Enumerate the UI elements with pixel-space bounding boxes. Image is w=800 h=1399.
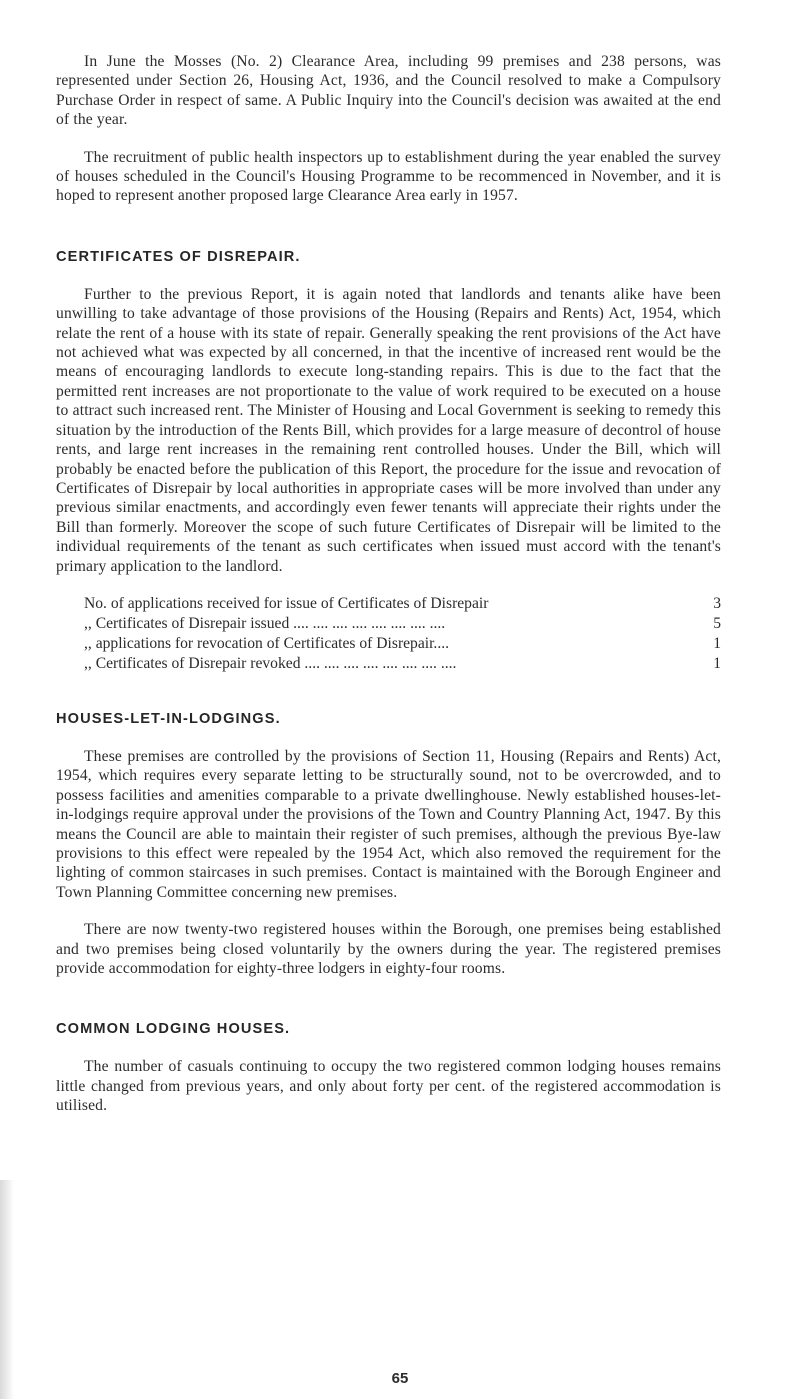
stat-row [84,594,721,614]
stat-label: No. of applications received for issue of Certificates of Disrepair [84,594,489,612]
page-number: 65 [391,1370,409,1387]
heading-common-lodging-houses: COMMON LODGING HOUSES. [56,1021,291,1038]
stat-row [84,654,721,674]
stat-label: ,, Certificates of Disrepair issued .... .... .... .... .... .... .... .... [84,614,446,632]
paragraph-lodgings-provisions: These premises are controlled by the provisions of Section 11, Housing (Repairs and Rents) Act, 1954, which requires every separate letting to be structurally sound, not to be overcrowded, and to possess facilities and amenities comparable to a private dwellinghouse. Newly established houses-let-in-lodgings require approval under the provisions of the Town and Country Planning Act, 1947. By this means the Council are able to maintain their register of such premises, although the previous Bye-law provisions to this effect were repealed by the 1954 Act, which also removed the requirement for the lighting of common staircases in such premises. Contact is maintained with the Borough Engineer and Town Planning Committee concerning new premises. [56,747,721,901]
disrepair-statistics [84,594,721,674]
paragraph-inspector-recruitment: The recruitment of public health inspectors up to establishment during the year enabled the survey of houses scheduled in the Council's Housing Programme to be recommenced in November, and it is hoped to represent another proposed large Clearance Area early in 1957. [56,148,721,205]
scan-edge-shadow [0,1180,14,1399]
stat-label: ,, applications for revocation of Certificates of Disrepair.... [84,634,450,652]
stat-value: 3 [713,594,721,612]
stat-row [84,634,721,654]
stat-value: 1 [713,634,721,652]
paragraph-certificates-body: Further to the previous Report, it is again noted that landlords and tenants alike have been unwilling to take advantage of those provisions of the Housing (Repairs and Rents) Act, 1954, which relate the rent of a house with its state of repair. Generally speaking the rent provisions of the Act have not achieved what was expected by all concerned, in that the incentive of increased rent would be the means of encouraging landlords to execute long-standing repairs. This is due to the fact that the permitted rent increases are not proportionate to the value of work required to be executed on a house to attract such increased rent. The Minister of Housing and Local Government is seeking to remedy this situation by the introduction of the Rents Bill, which provides for a large measure of decontrol of house rents, and large rent increases in the remaining rent controlled houses. Under the Bill, which will probably be enacted before the publication of this Report, the procedure for the issue and revocation of Certificates of Disrepair by local authorities in appropriate cases will be more involved than under any previous similar enactments, and accordingly even fewer tenants will appreciate their rights under the Bill than formerly. Moreover the scope of such future Certificates of Disrepair will be limited to the individual requirements of the tenant as such certificates when issued must accord with the tenant's primary application to the landlord. [56,285,721,575]
paragraph-lodgings-register: There are now twenty-two registered houses within the Borough, one premises being established and two premises being closed voluntarily by the owners during the year. The registered premises provide accommodation for eighty-three lodgers in eighty-four rooms. [56,921,721,977]
stat-value: 5 [713,614,721,632]
paragraph-common-lodging: The number of casuals continuing to occupy the two registered common lodging houses remains little changed from previous years, and only about forty per cent. of the registered accommodation is utilised. [56,1058,721,1115]
heading-certificates-of-disrepair: CERTIFICATES OF DISREPAIR. [56,248,301,265]
page-content [56,52,721,1116]
heading-houses-let-in-lodgings: HOUSES-LET-IN-LODGINGS. [56,710,281,727]
stat-value: 1 [713,654,721,672]
stat-row [84,614,721,634]
paragraph-mosses-clearance: In June the Mosses (No. 2) Clearance Area, including 99 premises and 238 persons, was represented under Section 26, Housing Act, 1936, and the Council resolved to make a Compulsory Purchase Order in respect of same. A Public Inquiry into the Council's decision was awaited at the end of the year. [56,53,721,129]
stat-label: ,, Certificates of Disrepair revoked .... .... .... .... .... .... .... .... [84,654,457,672]
